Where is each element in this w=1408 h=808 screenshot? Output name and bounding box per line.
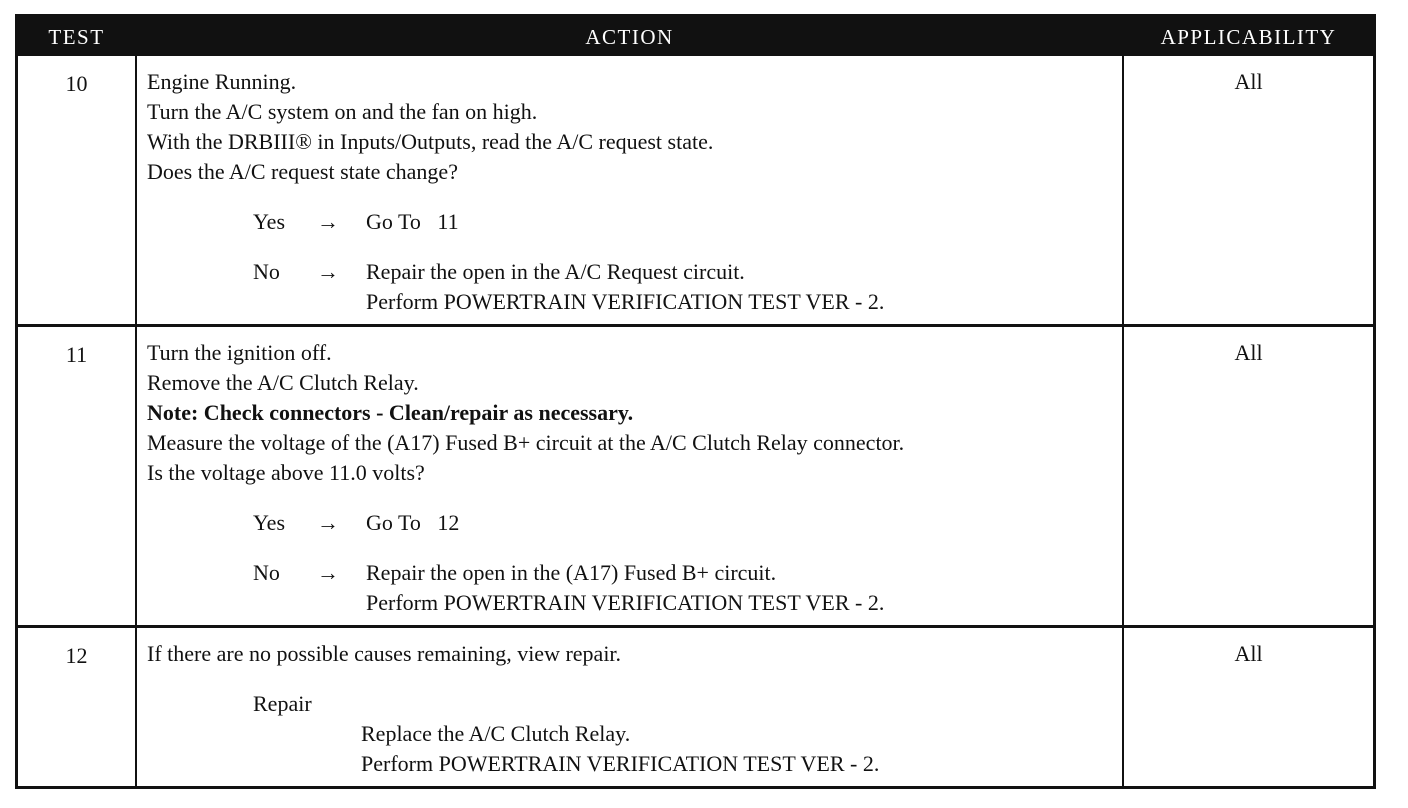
no-result: Repair the open in the A/C Request circuit. bbox=[366, 259, 745, 284]
arrow-right-icon: → bbox=[317, 259, 339, 284]
yes-branch bbox=[147, 207, 1122, 237]
table-header bbox=[18, 17, 1373, 56]
question-text: Does the A/C request state change? bbox=[147, 159, 458, 184]
arrow-right-icon: → bbox=[317, 209, 339, 234]
applicability-value: All bbox=[1234, 340, 1263, 365]
applicability-value: All bbox=[1234, 69, 1263, 94]
diagnostic-test-table bbox=[15, 14, 1376, 789]
step-text: With the DRBIII® in Inputs/Outputs, read the A/C request state. bbox=[147, 129, 714, 154]
no-label: No bbox=[253, 259, 280, 284]
no-result-continued: Perform POWERTRAIN VERIFICATION TEST VER - 2. bbox=[366, 289, 885, 314]
test-number: 12 bbox=[65, 643, 88, 668]
no-result-continued: Perform POWERTRAIN VERIFICATION TEST VER - 2. bbox=[366, 590, 885, 615]
note-text: Note: Check connectors - Clean/repair as necessary. bbox=[147, 400, 634, 425]
no-branch bbox=[147, 558, 1122, 588]
arrow-right-icon: → bbox=[317, 510, 339, 535]
action-cell bbox=[147, 639, 1122, 779]
applicability-value: All bbox=[1234, 641, 1263, 666]
table-row bbox=[18, 628, 1373, 786]
test-number: 11 bbox=[65, 342, 88, 367]
yes-label: Yes bbox=[253, 510, 286, 535]
step-text: If there are no possible causes remaining, view repair. bbox=[147, 641, 622, 666]
repair-label: Repair bbox=[253, 691, 312, 716]
step-text: Turn the A/C system on and the fan on high. bbox=[147, 99, 538, 124]
yes-label: Yes bbox=[253, 209, 286, 234]
question-text: Is the voltage above 11.0 volts? bbox=[147, 460, 425, 485]
table-row bbox=[18, 327, 1373, 625]
repair-step: Replace the A/C Clutch Relay. bbox=[361, 721, 631, 746]
arrow-right-icon: → bbox=[317, 560, 339, 585]
repair-step: Perform POWERTRAIN VERIFICATION TEST VER - 2. bbox=[361, 751, 880, 776]
no-label: No bbox=[253, 560, 280, 585]
yes-result: Go To 12 bbox=[366, 510, 460, 535]
step-text: Engine Running. bbox=[147, 69, 297, 94]
table-row bbox=[18, 56, 1373, 324]
step-text: Turn the ignition off. bbox=[147, 340, 332, 365]
action-cell bbox=[147, 338, 1122, 618]
test-number: 10 bbox=[65, 71, 88, 96]
header-action: ACTION bbox=[585, 25, 674, 49]
header-applicability: APPLICABILITY bbox=[1160, 25, 1337, 49]
step-text: Measure the voltage of the (A17) Fused B+ circuit at the A/C Clutch Relay connector. bbox=[147, 430, 905, 455]
no-result: Repair the open in the (A17) Fused B+ circuit. bbox=[366, 560, 777, 585]
yes-result: Go To 11 bbox=[366, 209, 459, 234]
step-text: Remove the A/C Clutch Relay. bbox=[147, 370, 419, 395]
header-test: TEST bbox=[48, 25, 105, 49]
no-branch bbox=[147, 257, 1122, 287]
yes-branch bbox=[147, 508, 1122, 538]
action-cell bbox=[147, 67, 1122, 317]
